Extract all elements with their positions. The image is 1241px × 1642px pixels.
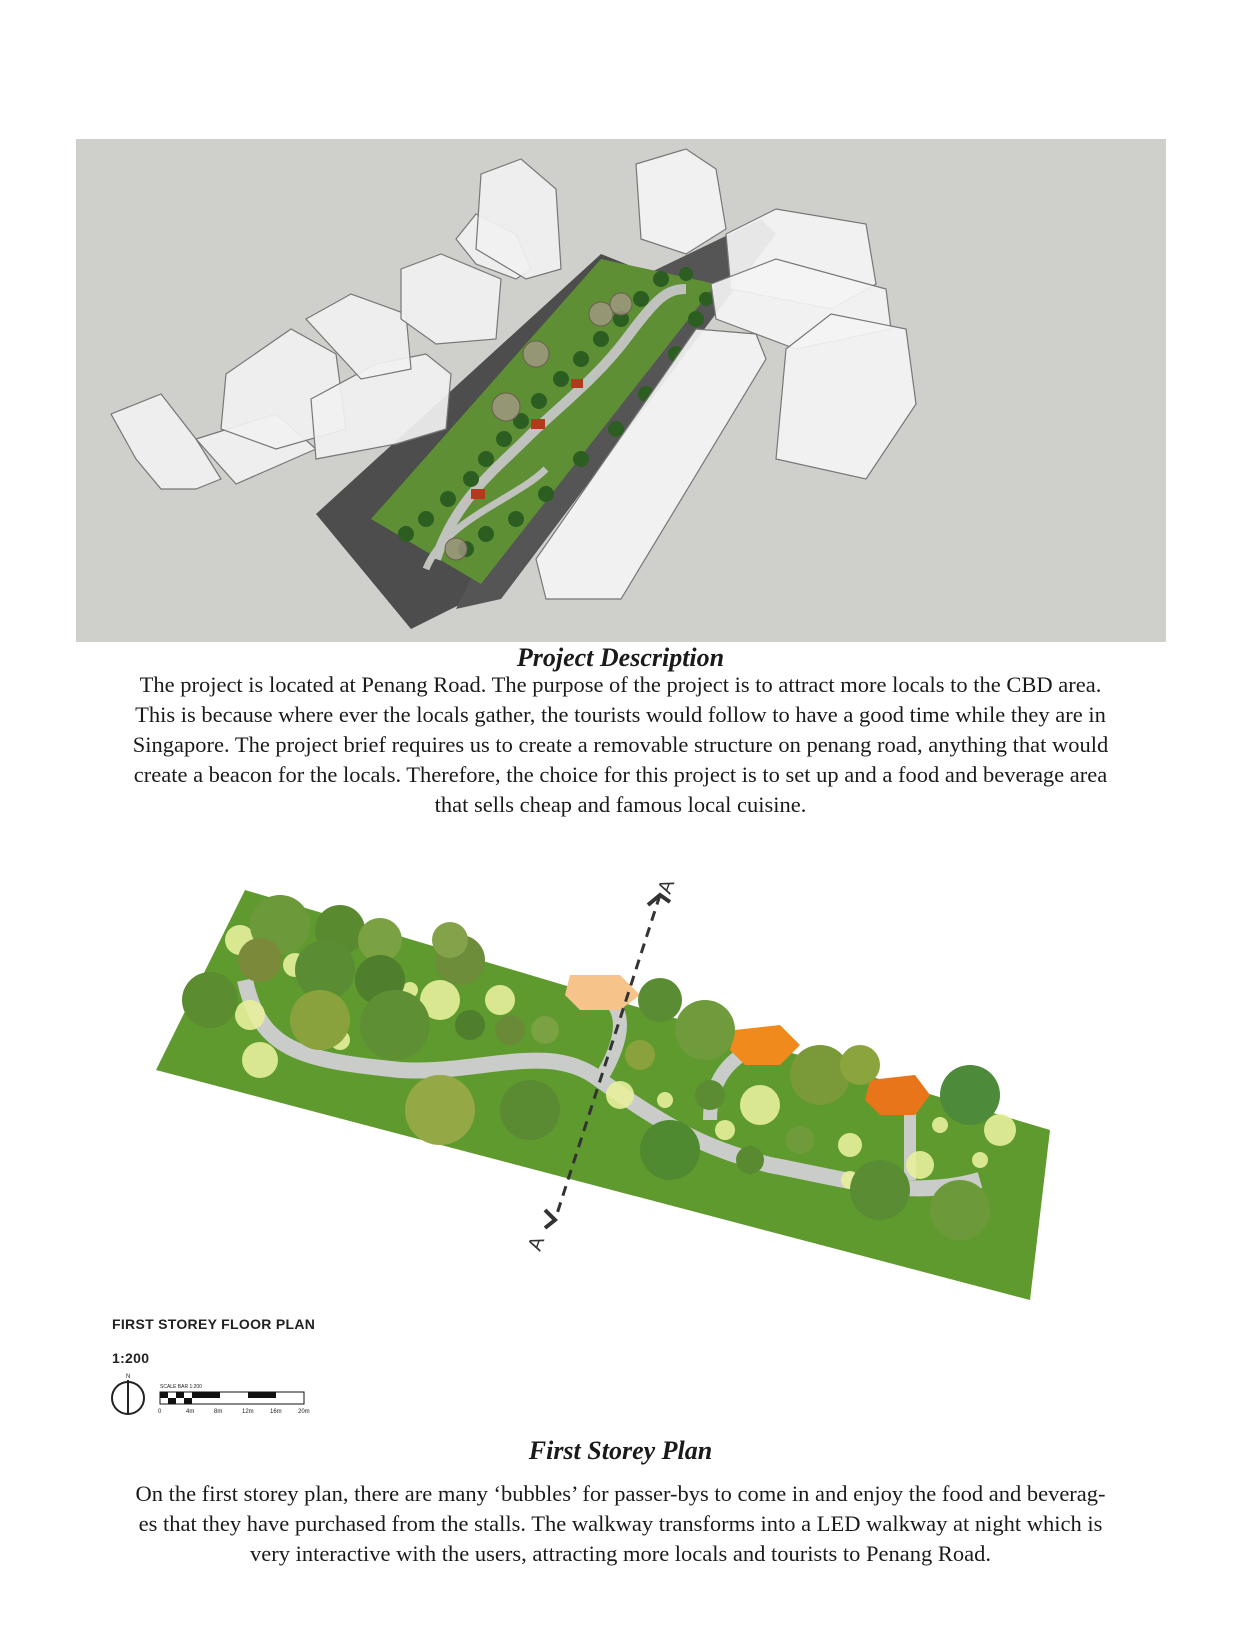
paragraph-line: On the first storey plan, there are many ‘bubbles’ for passer-bys to come in and enjoy the food and beverag- <box>135 1481 1106 1506</box>
section-marker-top: A <box>654 880 680 897</box>
scale-bar <box>160 1392 276 1404</box>
floor-plan-scale: 1:200 <box>112 1350 150 1366</box>
scalebar-caption: SCALE BAR 1:200 <box>160 1384 202 1390</box>
scalebar-tick: 20m <box>298 1409 310 1415</box>
project-description-heading: Project Description <box>516 643 725 672</box>
floor-plan-title: FIRST STOREY FLOOR PLAN <box>112 1316 316 1332</box>
section-marker-bottom: A <box>524 1233 550 1254</box>
first-storey-floor-plan <box>150 880 1090 1320</box>
scalebar-tick: 8m <box>214 1409 223 1415</box>
site-model-render <box>76 139 1166 642</box>
first-storey-plan-heading: First Storey Plan <box>528 1436 713 1465</box>
floor-plan-drawing <box>150 880 1090 1320</box>
scalebar-tick: 12m <box>242 1409 254 1415</box>
north-label: N <box>126 1374 131 1380</box>
first-storey-plan-paragraph <box>70 1479 1171 1569</box>
paragraph-line: very interactive with the users, attracting more locals and tourists to Penang Road. <box>249 1541 992 1566</box>
paragraph-line: create a beacon for the locals. Therefore, the choice for this project is to set up and a food and beverage area <box>133 762 1108 787</box>
scalebar-tick: 4m <box>186 1409 195 1415</box>
paragraph-line: that sells cheap and famous local cuisine. <box>434 792 807 817</box>
site-model-drawing <box>76 139 1166 642</box>
paragraph-line: The project is located at Penang Road. The purpose of the project is to attract more locals to the CBD area. <box>139 672 1102 697</box>
north-and-scalebar <box>110 1372 330 1422</box>
paragraph-line: es that they have purchased from the stalls. The walkway transforms into a LED walkway at night which is <box>138 1511 1103 1536</box>
paragraph-line: Singapore. The project brief requires us to create a removable structure on penang road, anything that would <box>132 732 1109 757</box>
scalebar-tick: 16m <box>270 1409 282 1415</box>
project-description-paragraph <box>70 670 1171 820</box>
paragraph-line: This is because where ever the locals gather, the tourists would follow to have a good time while they are in <box>135 702 1106 727</box>
scalebar-tick: 0 <box>158 1409 162 1415</box>
